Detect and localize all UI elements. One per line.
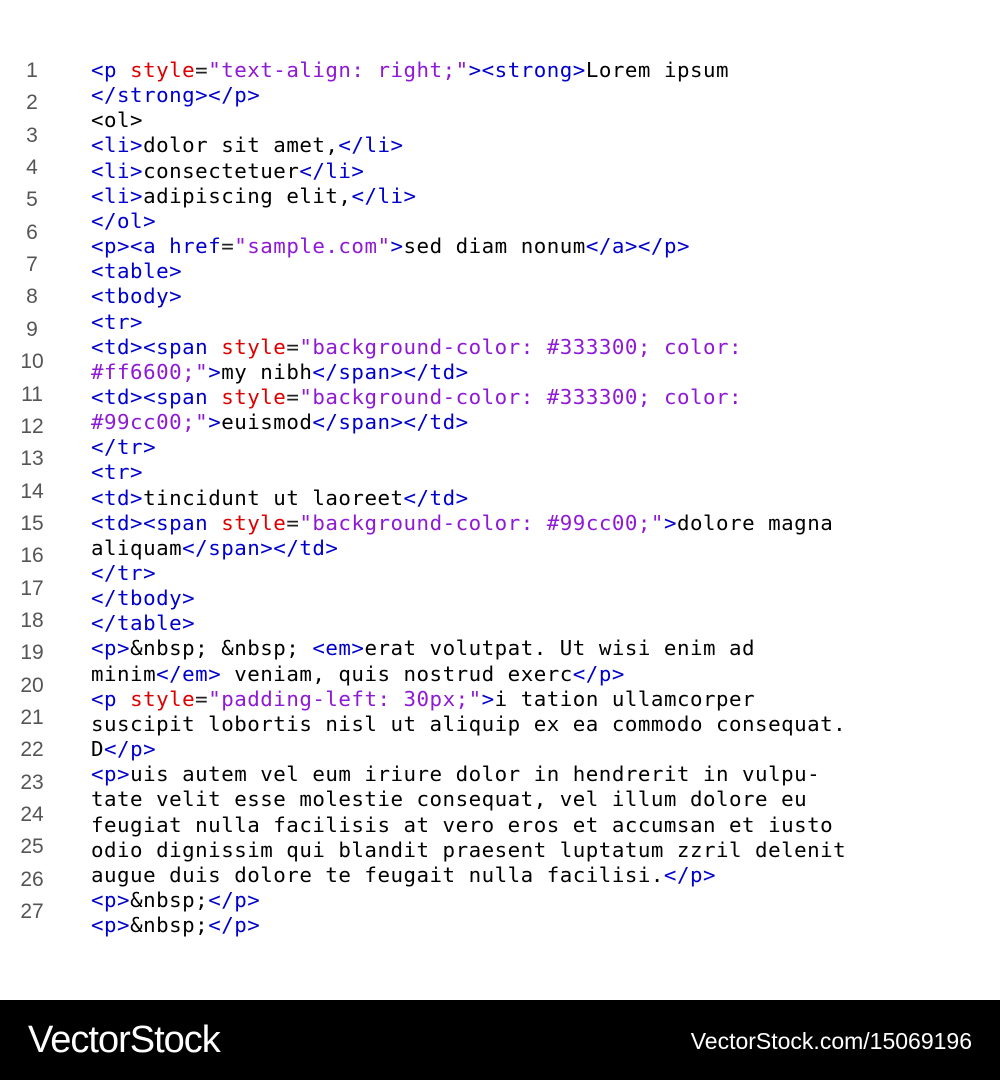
- attribute-value-token: #ff6600;": [91, 359, 209, 384]
- html-tag-token: </tbody>: [91, 586, 196, 611]
- html-tag-token: </p>: [208, 913, 261, 938]
- html-tag-token: <td><span: [91, 334, 222, 359]
- html-tag-token: </p>: [104, 737, 157, 762]
- equals-token: =: [195, 686, 209, 711]
- line-number: 26: [20, 867, 44, 891]
- text-token: augue duis dolore te feugait nulla facilisi.: [91, 862, 664, 887]
- attribute-value-token: "sample.com": [234, 234, 391, 259]
- line-number: 17: [20, 576, 44, 600]
- attribute-token: style: [130, 58, 196, 82]
- text-token: consectetuer: [143, 158, 300, 183]
- html-tag-token: </tr>: [91, 435, 157, 460]
- text-token: tate velit esse molestie consequat, vel illum dolore eu: [91, 787, 808, 812]
- line-number: 15: [20, 511, 44, 535]
- html-tag-token: </a></p>: [585, 234, 690, 259]
- text-token: dolore magna: [676, 510, 834, 535]
- line-number: 2: [26, 91, 38, 115]
- text-token: feugiat nulla facilisis at vero eros et accumsan et iusto: [91, 812, 834, 837]
- attribute-token: style: [221, 334, 287, 359]
- code-line: [91, 787, 807, 812]
- html-tag-token: </p>: [663, 862, 717, 887]
- code-line: [91, 360, 469, 385]
- line-number: 4: [26, 156, 38, 180]
- html-tag-token: href: [169, 234, 222, 259]
- html-tag-token: <p: [91, 686, 131, 711]
- code-line: [91, 234, 690, 259]
- code-line: [91, 762, 820, 787]
- code-line: [91, 83, 260, 108]
- code-line: [91, 209, 156, 234]
- html-tag-token: >: [468, 58, 482, 82]
- html-tag-token: >: [663, 510, 677, 535]
- line-number: 27: [20, 900, 44, 924]
- attribute-value-token: "padding-left: 30px;": [208, 686, 482, 711]
- html-tag-token: >: [208, 359, 222, 384]
- line-number: 1: [26, 59, 38, 82]
- line-number: 24: [20, 803, 44, 827]
- text-token: tincidunt ut laoreet: [143, 485, 404, 510]
- watermark-bar: [0, 1000, 1000, 1080]
- line-number: 19: [20, 641, 44, 665]
- code-line: [91, 737, 156, 762]
- text-token: <ol>: [91, 108, 144, 133]
- line-number: 16: [20, 544, 44, 568]
- line-number: 7: [26, 253, 38, 277]
- html-tag-token: </em>: [156, 661, 222, 686]
- html-tag-token: <td><span: [91, 510, 222, 535]
- html-tag-token: >: [481, 686, 495, 711]
- line-number: 25: [20, 835, 44, 859]
- code-line: [91, 712, 846, 737]
- line-number: 11: [21, 382, 43, 406]
- html-tag-token: <p><a: [91, 234, 170, 259]
- text-token: suscipit lobortis nisl ut aliquip ex ea commodo consequat.: [91, 711, 847, 736]
- html-tag-token: </span></td>: [312, 359, 469, 384]
- code-line: [91, 536, 338, 561]
- code-line: [91, 838, 846, 863]
- code-line: [91, 611, 195, 636]
- html-tag-token: </td>: [403, 485, 469, 510]
- text-token: my nibh: [221, 359, 313, 384]
- html-tag-token: </li>: [338, 133, 404, 158]
- text-token: odio dignissim qui blandit praesent luptatum zzril delenit: [91, 837, 847, 862]
- code-line: [91, 184, 417, 209]
- html-tag-token: <li>: [91, 133, 144, 158]
- html-tag-token: </strong></p>: [91, 83, 261, 108]
- html-tag-token: <em>: [312, 636, 365, 661]
- html-tag-token: <p>: [91, 887, 131, 912]
- text-token: &nbsp; &nbsp;: [130, 636, 313, 661]
- code-line: [91, 636, 755, 661]
- text-token: erat volutpat. Ut wisi enim ad: [364, 636, 756, 661]
- text-token: adipiscing elit,: [143, 183, 352, 208]
- code-line: [91, 133, 404, 158]
- html-tag-token: >: [390, 234, 404, 259]
- equals-token: =: [286, 334, 300, 359]
- html-tag-token: </li>: [299, 158, 365, 183]
- html-tag-token: <p>: [91, 636, 131, 661]
- text-token: D: [91, 737, 105, 762]
- line-number: 8: [26, 285, 38, 309]
- html-tag-token: </p>: [572, 661, 625, 686]
- code-line: [91, 259, 182, 284]
- html-tag-token: <tr>: [91, 460, 144, 485]
- html-tag-token: <p: [91, 58, 131, 82]
- html-tag-token: </table>: [91, 611, 196, 636]
- text-token: veniam, quis nostrud exerc: [221, 661, 573, 686]
- html-tag-token: <td>: [91, 485, 144, 510]
- html-tag-token: >: [208, 410, 222, 435]
- line-number: 5: [26, 188, 38, 212]
- text-token: uis autem vel eum iriure dolor in hendrerit in vulpu-: [130, 762, 821, 787]
- text-token: i tation ullamcorper: [494, 686, 756, 711]
- code-line: [91, 813, 833, 838]
- code-line: [91, 284, 182, 309]
- code-line: [91, 159, 364, 184]
- line-number: 6: [26, 220, 38, 244]
- text-token: dolor sit amet,: [143, 133, 339, 158]
- attribute-token: style: [221, 384, 287, 409]
- html-tag-token: <li>: [91, 158, 144, 183]
- attribute-value-token: "text-align: right;": [208, 58, 469, 82]
- code-line: [91, 410, 469, 435]
- equals-token: =: [286, 510, 300, 535]
- line-number: 20: [20, 673, 44, 697]
- code-line: [91, 460, 143, 485]
- html-tag-token: </li>: [351, 183, 417, 208]
- code-line: [91, 486, 469, 511]
- line-number: 9: [26, 317, 38, 341]
- html-tag-token: <strong>: [481, 58, 586, 82]
- line-number: 22: [20, 738, 44, 762]
- line-number: 21: [20, 706, 44, 729]
- code-line: [91, 888, 260, 913]
- html-tag-token: </ol>: [91, 208, 157, 233]
- text-token: minim: [91, 661, 157, 686]
- code-line: [91, 687, 755, 712]
- html-tag-token: </tr>: [91, 561, 157, 585]
- text-token: aliquam: [91, 535, 183, 560]
- code-line: [91, 662, 625, 687]
- line-number: 10: [20, 350, 44, 374]
- line-number: 12: [20, 414, 44, 438]
- code-line: [91, 913, 260, 938]
- code-line: [91, 511, 833, 536]
- image-id-label: VectorStock.com/15069196: [690, 1028, 972, 1054]
- code-line: [91, 108, 143, 133]
- attribute-token: style: [130, 686, 196, 711]
- line-number: 13: [20, 447, 44, 471]
- code-line: [91, 385, 742, 410]
- html-tag-token: <li>: [91, 183, 144, 208]
- html-tag-token: </span></td>: [182, 535, 339, 560]
- code-line: [91, 863, 716, 888]
- html-tag-token: <td><span: [91, 384, 222, 409]
- html-tag-token: </p>: [208, 887, 261, 912]
- html-tag-token: </span></td>: [312, 410, 469, 435]
- line-number: 14: [20, 479, 44, 503]
- attribute-token: style: [221, 510, 287, 535]
- html-tag-token: <p>: [91, 762, 131, 787]
- html-tag-token: <tbody>: [91, 284, 183, 309]
- text-token: &nbsp;: [130, 913, 209, 938]
- equals-token: =: [195, 58, 209, 82]
- code-line: [91, 586, 195, 611]
- html-tag-token: <tr>: [91, 309, 144, 334]
- code-line: [91, 435, 156, 460]
- code-line: [91, 58, 729, 83]
- line-number: 23: [20, 770, 44, 794]
- text-token: sed diam nonum: [403, 234, 586, 259]
- attribute-value-token: "background-color: #333300; color:: [299, 334, 743, 359]
- attribute-value-token: "background-color: #333300; color:: [299, 384, 743, 409]
- attribute-value-token: #99cc00;": [91, 410, 209, 435]
- vectorstock-logo: VectorStock: [28, 1019, 220, 1061]
- line-number: 3: [26, 123, 38, 147]
- equals-token: =: [286, 384, 300, 409]
- text-token: Lorem ipsum: [585, 58, 730, 82]
- equals-token: =: [221, 234, 235, 259]
- code-line: [91, 335, 742, 360]
- html-tag-token: <table>: [91, 259, 183, 284]
- code-line: [91, 561, 156, 586]
- html-tag-token: <p>: [91, 913, 131, 938]
- text-token: &nbsp;: [130, 887, 209, 912]
- text-token: euismod: [221, 410, 313, 435]
- line-number: 18: [20, 608, 44, 632]
- attribute-value-token: "background-color: #99cc00;": [299, 510, 664, 535]
- code-line: [91, 310, 143, 335]
